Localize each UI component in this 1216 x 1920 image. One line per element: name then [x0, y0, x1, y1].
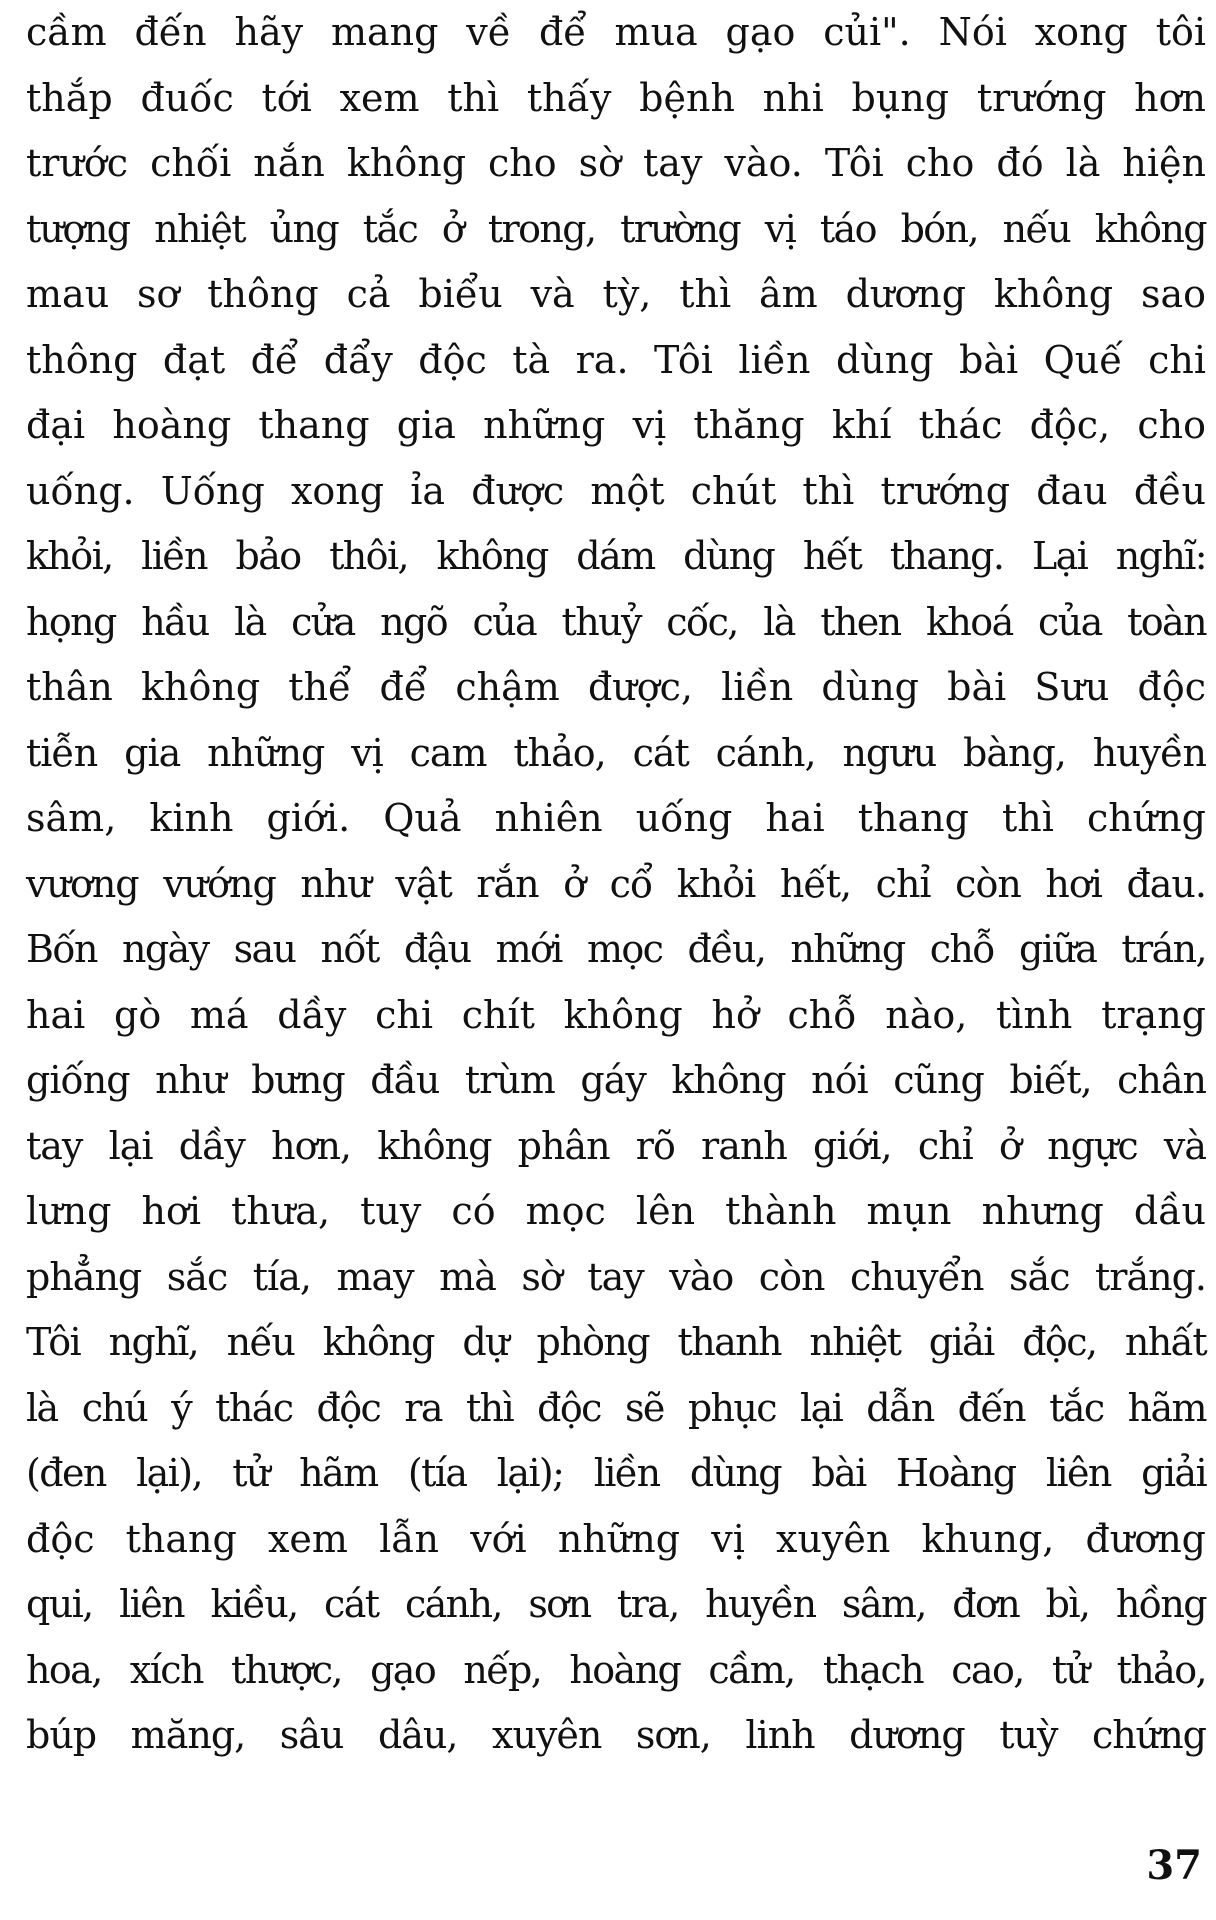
- text-line: tiễn gia những vị cam thảo, cát cánh, ngưu bàng, huyền: [26, 730, 1206, 775]
- text-line: trước chối nắn không cho sờ tay vào. Tôi cho đó là hiện: [26, 141, 1206, 185]
- text-line: đại hoàng thang gia những vị thăng khí thác độc, cho: [26, 403, 1206, 447]
- text-line: khỏi, liền bảo thôi, không dám dùng hết thang. Lại nghĩ:: [26, 534, 1206, 578]
- page-number: 37: [1146, 1842, 1202, 1889]
- text-line: lưng hơi thưa, tuy có mọc lên thành mụn nhưng dầu: [26, 1189, 1206, 1233]
- text-line: hoa, xích thược, gạo nếp, hoàng cầm, thạch cao, tử thảo,: [26, 1647, 1206, 1692]
- text-line: uống. Uống xong ỉa được một chút thì trướng đau đều: [26, 468, 1206, 513]
- text-line: qui, liên kiều, cát cánh, sơn tra, huyền sâm, đơn bì, hồng: [26, 1582, 1206, 1626]
- text-line: cầm đến hãy mang về để mua gạo củi". Nói xong tôi: [26, 10, 1206, 54]
- text-line: hai gò má dầy chi chít không hở chỗ nào, tình trạng: [26, 992, 1206, 1037]
- text-line: thắp đuốc tới xem thì thấy bệnh nhi bụng trướng hơn: [26, 75, 1206, 120]
- text-line: thân không thể để chậm được, liền dùng bài Sưu độc: [26, 665, 1206, 709]
- text-line: búp măng, sâu dâu, xuyên sơn, linh dương tuỳ chứng: [26, 1713, 1206, 1757]
- text-line: Bốn ngày sau nốt đậu mới mọc đều, những chỗ giữa trán,: [26, 927, 1206, 971]
- text-line: tượng nhiệt ủng tắc ở trong, trường vị táo bón, nếu không: [26, 206, 1206, 251]
- text-line: tay lại dầy hơn, không phân rõ ranh giới, chỉ ở ngực và: [26, 1123, 1206, 1168]
- text-line: độc thang xem lẫn với những vị xuyên khung, đương: [26, 1516, 1206, 1561]
- text-line: sâm, kinh giới. Quả nhiên uống hai thang thì chứng: [26, 796, 1206, 840]
- text-line: phẳng sắc tía, may mà sờ tay vào còn chuyển sắc trắng.: [26, 1254, 1206, 1299]
- text-line: giống như bưng đầu trùm gáy không nói cũng biết, chân: [26, 1058, 1206, 1102]
- text-line: Tôi nghĩ, nếu không dự phòng thanh nhiệt giải độc, nhất: [26, 1320, 1206, 1364]
- text-line: (đen lại), tử hãm (tía lại); liền dùng bài Hoàng liên giải: [26, 1451, 1206, 1495]
- body-text: [26, 0, 1206, 1769]
- text-line: vương vướng như vật rắn ở cổ khỏi hết, chỉ còn hơi đau.: [26, 861, 1206, 906]
- text-line: họng hầu là cửa ngõ của thuỷ cốc, là then khoá của toàn: [26, 599, 1206, 644]
- text-line: là chú ý thác độc ra thì độc sẽ phục lại dẫn đến tắc hãm: [26, 1385, 1206, 1430]
- text-line: mau sơ thông cả biểu và tỳ, thì âm dương không sao: [26, 272, 1206, 316]
- text-line: thông đạt để đẩy độc tà ra. Tôi liền dùng bài Quế chi: [26, 337, 1206, 382]
